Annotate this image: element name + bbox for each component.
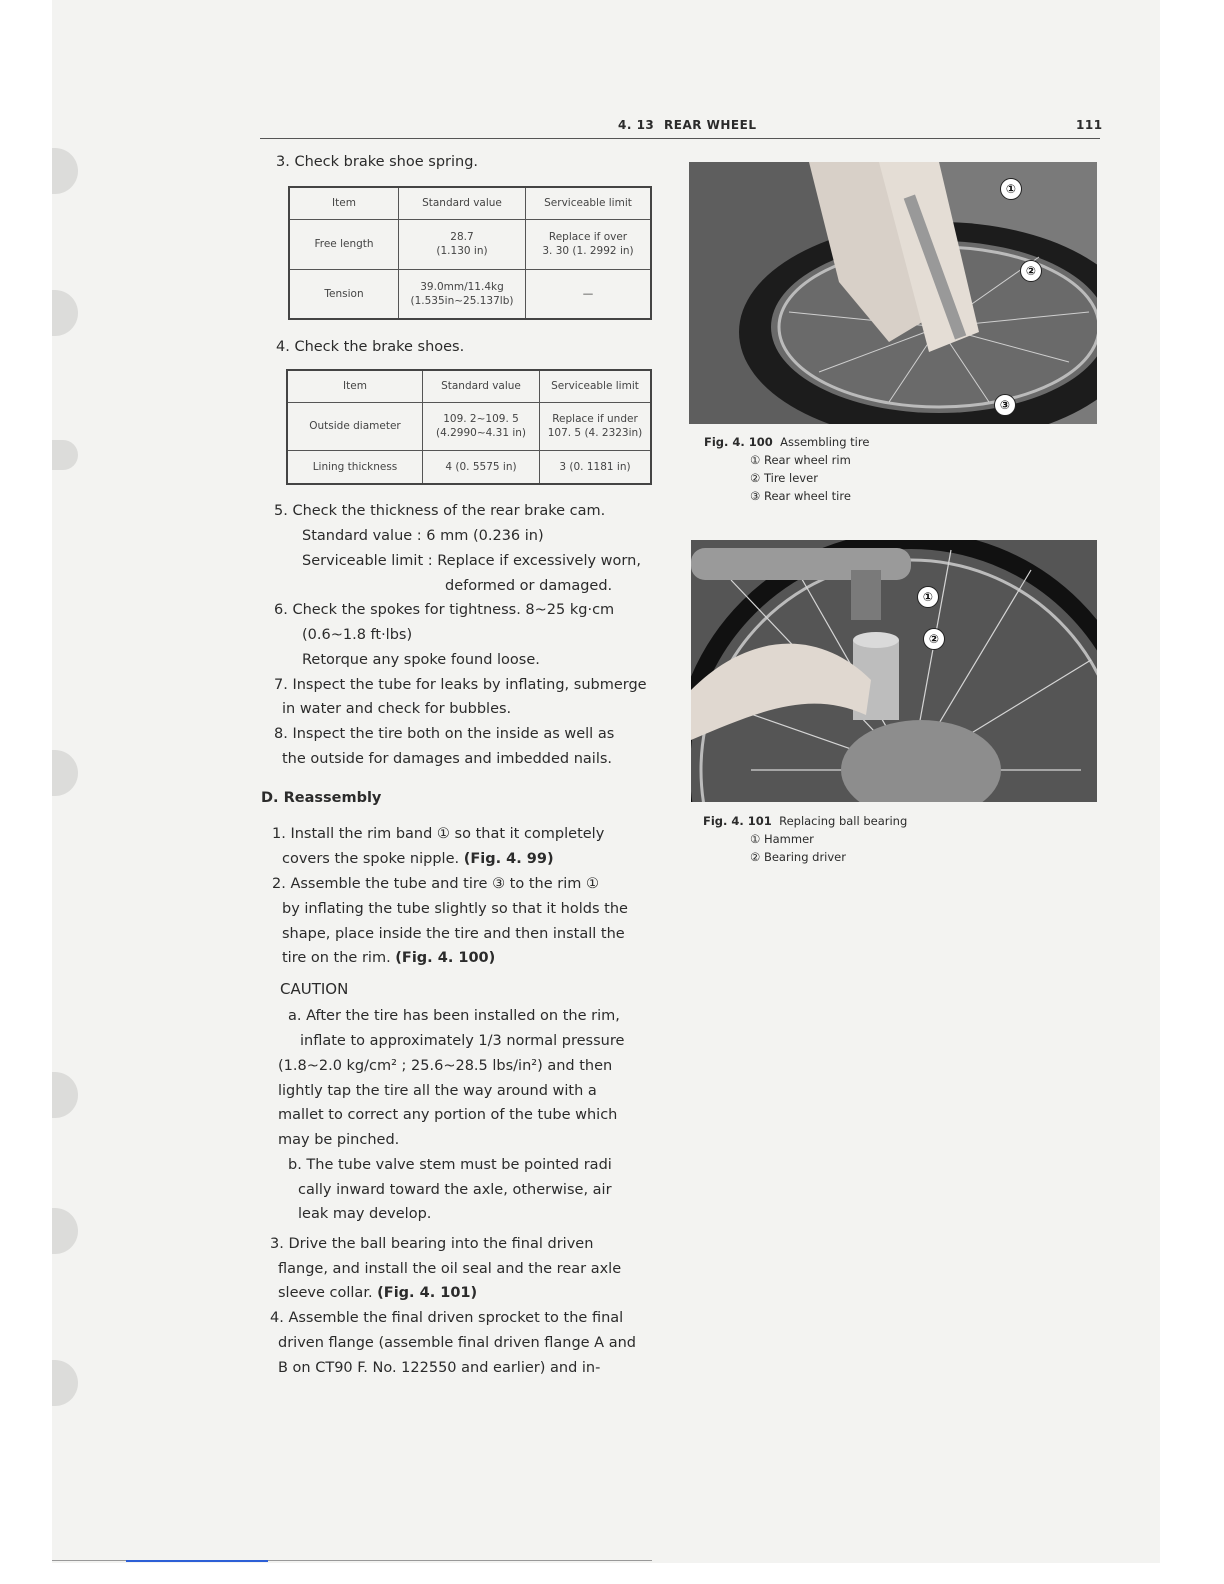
step-5: 5. Check the thickness of the rear brake cam. xyxy=(274,503,606,519)
bottom-highlight xyxy=(126,1560,268,1562)
col-header: Item xyxy=(287,370,423,402)
text-line: covers the spoke nipple. (Fig. 4. 99) xyxy=(282,851,554,867)
table-cell: Free length xyxy=(289,219,399,269)
text-line: Standard value : 6 mm (0.236 in) xyxy=(302,528,544,544)
text-line: mallet to correct any portion of the tube which xyxy=(278,1107,618,1123)
figure-caption: Fig. 4. 101 Replacing ball bearing xyxy=(703,814,908,828)
callout-2: ② xyxy=(923,628,945,650)
text-line: B on CT90 F. No. 122550 and earlier) and in- xyxy=(278,1360,601,1376)
caution-b: b. The tube valve stem must be pointed radi xyxy=(288,1157,612,1173)
brake-shoe-table xyxy=(286,369,652,485)
step-4: 4. Check the brake shoes. xyxy=(276,339,465,355)
text-line: leak may develop. xyxy=(298,1206,432,1222)
figure-reference: (Fig. 4. 100) xyxy=(395,950,496,966)
step-6: 6. Check the spokes for tightness. 8~25 kg·cm xyxy=(274,602,615,618)
caption-item: ② Tire lever xyxy=(750,471,818,485)
figure-ball-bearing-photo xyxy=(691,540,1097,802)
section-number: 4. 13 xyxy=(618,118,655,132)
figure-reference: (Fig. 4. 101) xyxy=(377,1285,478,1301)
table-cell: 39.0mm/11.4kg (1.535in~25.137lb) xyxy=(399,269,526,319)
reassembly-step-1: 1. Install the rim band ① so that it completely xyxy=(272,826,605,842)
text-line: flange, and install the oil seal and the rear axle xyxy=(278,1261,622,1277)
table-cell: Replace if under 107. 5 (4. 2323in) xyxy=(540,402,652,450)
reassembly-step-2: 2. Assemble the tube and tire ③ to the rim ① xyxy=(272,876,599,892)
text-line: shape, place inside the tire and then install the xyxy=(282,926,625,942)
col-header: Serviceable limit xyxy=(540,370,652,402)
table-cell: 28.7 (1.130 in) xyxy=(399,219,526,269)
page-number: 111 xyxy=(1076,118,1103,132)
table-cell: Lining thickness xyxy=(287,450,423,484)
tire-illustration xyxy=(689,162,1097,424)
text-line: cally inward toward the axle, otherwise, air xyxy=(298,1182,612,1198)
caption-item: ① Hammer xyxy=(750,832,814,846)
text-line: (0.6~1.8 ft·lbs) xyxy=(302,627,413,643)
reassembly-heading: D. Reassembly xyxy=(261,790,382,806)
table-cell: Tension xyxy=(289,269,399,319)
table-cell: Replace if over 3. 30 (1. 2992 in) xyxy=(526,219,652,269)
callout-3: ③ xyxy=(994,394,1016,416)
callout-1: ① xyxy=(1000,178,1022,200)
table-cell: 109. 2~109. 5 (4.2990~4.31 in) xyxy=(423,402,540,450)
caution-title: CAUTION xyxy=(280,980,349,998)
table-cell: 3 (0. 1181 in) xyxy=(540,450,652,484)
text-line: may be pinched. xyxy=(278,1132,400,1148)
bearing-illustration xyxy=(691,540,1097,802)
text-line: driven flange (assemble final driven flange A and xyxy=(278,1335,636,1351)
caution-a: a. After the tire has been installed on the rim, xyxy=(288,1008,620,1024)
reassembly-step-4: 4. Assemble the final driven sprocket to the final xyxy=(270,1310,624,1326)
callout-1: ① xyxy=(917,586,939,608)
col-header: Item xyxy=(289,187,399,219)
table-cell: Outside diameter xyxy=(287,402,423,450)
caption-item: ② Bearing driver xyxy=(750,850,846,864)
step-7: 7. Inspect the tube for leaks by inflating, submerge xyxy=(274,677,647,693)
text-line: lightly tap the tire all the way around with a xyxy=(278,1083,597,1099)
figure-caption: Fig. 4. 100 Assembling tire xyxy=(704,435,870,449)
text-line: tire on the rim. (Fig. 4. 100) xyxy=(282,950,496,966)
figure-assembling-tire-photo xyxy=(689,162,1097,424)
text-line: sleeve collar. (Fig. 4. 101) xyxy=(278,1285,478,1301)
reassembly-step-3: 3. Drive the ball bearing into the final driven xyxy=(270,1236,594,1252)
text-line: by inflating the tube slightly so that it holds the xyxy=(282,901,628,917)
col-header: Standard value xyxy=(399,187,526,219)
text-line: Retorque any spoke found loose. xyxy=(302,652,540,668)
header-rule xyxy=(260,138,1100,139)
caption-item: ① Rear wheel rim xyxy=(750,453,851,467)
text-line: (1.8~2.0 kg/cm² ; 25.6~28.5 lbs/in²) and then xyxy=(278,1058,613,1074)
table-cell: — xyxy=(526,269,652,319)
text-line: in water and check for bubbles. xyxy=(282,701,512,717)
text-line: Serviceable limit : Replace if excessively worn, xyxy=(302,553,641,569)
col-header: Standard value xyxy=(423,370,540,402)
col-header: Serviceable limit xyxy=(526,187,652,219)
caption-item: ③ Rear wheel tire xyxy=(750,489,851,503)
section-title: REAR WHEEL xyxy=(664,118,757,132)
text-line: the outside for damages and imbedded nails. xyxy=(282,751,613,767)
step-3: 3. Check brake shoe spring. xyxy=(276,154,479,170)
text-line: deformed or damaged. xyxy=(445,578,613,594)
figure-reference: (Fig. 4. 99) xyxy=(463,851,554,867)
table-cell: 4 (0. 5575 in) xyxy=(423,450,540,484)
step-8: 8. Inspect the tire both on the inside as well as xyxy=(274,726,615,742)
brake-spring-table xyxy=(288,186,652,320)
callout-2: ② xyxy=(1020,260,1042,282)
text-line: inflate to approximately 1/3 normal pressure xyxy=(300,1033,625,1049)
